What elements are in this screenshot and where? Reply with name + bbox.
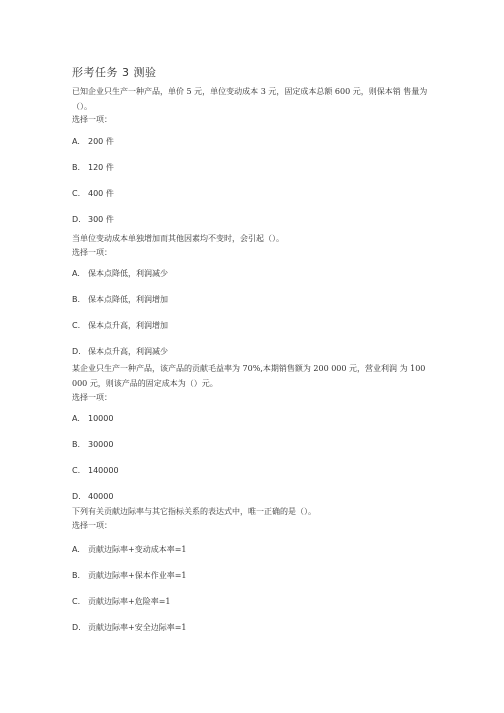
question-2-prompt: 选择一项： [72,248,112,257]
question-2-option-a[interactable] [72,268,168,280]
option-letter: A. [72,269,80,278]
option-text: 400 件 [88,189,114,198]
question-2-option-b[interactable] [72,294,168,306]
option-letter: C. [72,321,81,330]
option-text: 300 件 [88,215,114,224]
option-letter: D. [72,492,81,501]
question-3-option-d[interactable] [72,491,113,503]
option-text: 贡献边际率+危险率=1 [88,597,171,606]
option-text: 贡献边际率+安全边际率=1 [88,623,187,632]
option-letter: B. [72,163,81,172]
question-3-option-a[interactable] [72,413,113,425]
question-4-prompt: 选择一项： [72,521,112,530]
question-2-option-c[interactable] [72,320,168,332]
option-letter: D. [72,347,81,356]
option-letter: B. [72,440,81,449]
option-text: 40000 [88,492,114,501]
question-4-option-b[interactable] [72,570,187,582]
option-text: 200 件 [88,137,114,146]
option-letter: D. [72,623,81,632]
question-4-option-a[interactable] [72,544,187,556]
option-text: 30000 [88,440,114,449]
option-letter: D. [72,215,81,224]
option-letter: C. [72,189,81,198]
option-letter: A. [72,414,80,423]
option-letter: A. [72,545,80,554]
option-text: 120 件 [88,163,114,172]
question-2-stem: 当单位变动成本单独增加而其他因素均不变时，会引起（）。 [72,234,284,243]
option-letter: B. [72,571,81,580]
option-text: 贡献边际率+变动成本率=1 [88,545,187,554]
question-4-option-c[interactable] [72,596,171,608]
option-letter: C. [72,597,81,606]
question-3-option-b[interactable] [72,439,113,451]
question-4-option-d[interactable] [72,622,187,634]
option-text: 贡献边际率+保本作业率=1 [88,571,187,580]
question-1-prompt: 选择一项： [72,115,112,124]
option-text: 保本点降低，利润增加 [88,295,168,304]
option-text: 保本点降低，利润减少 [88,269,168,278]
option-letter: B. [72,295,81,304]
question-1-option-a[interactable] [72,136,114,148]
question-3-stem: 某企业只生产一种产品，该产品的贡献毛益率为 70%,本期销售额为 200 000 元，营业利润 为 100 000 元，则该产品的固定成本为（）元。 [72,364,428,388]
question-1-option-c[interactable] [72,188,114,200]
option-letter: A. [72,137,80,146]
option-text: 140000 [88,466,119,475]
question-1-option-b[interactable] [72,162,114,174]
option-letter: C. [72,466,81,475]
question-3-option-c[interactable] [72,465,119,477]
option-text: 保本点升高，利润增加 [88,321,168,330]
page-title: 形考任务 3 测验 [72,66,157,79]
question-3-prompt: 选择一项： [72,393,112,402]
question-1-option-d[interactable] [72,214,114,226]
question-4-stem: 下列有关贡献边际率与其它指标关系的表达式中，唯一正确的是（）。 [72,507,316,516]
option-text: 保本点升高，利润减少 [88,347,168,356]
question-1-stem: 已知企业只生产一种产品，单价 5 元，单位变动成本 3 元，固定成本总额 600 元，则保本销 售量为（）。 [72,87,428,111]
option-text: 10000 [88,414,114,423]
question-2-option-d[interactable] [72,346,168,358]
